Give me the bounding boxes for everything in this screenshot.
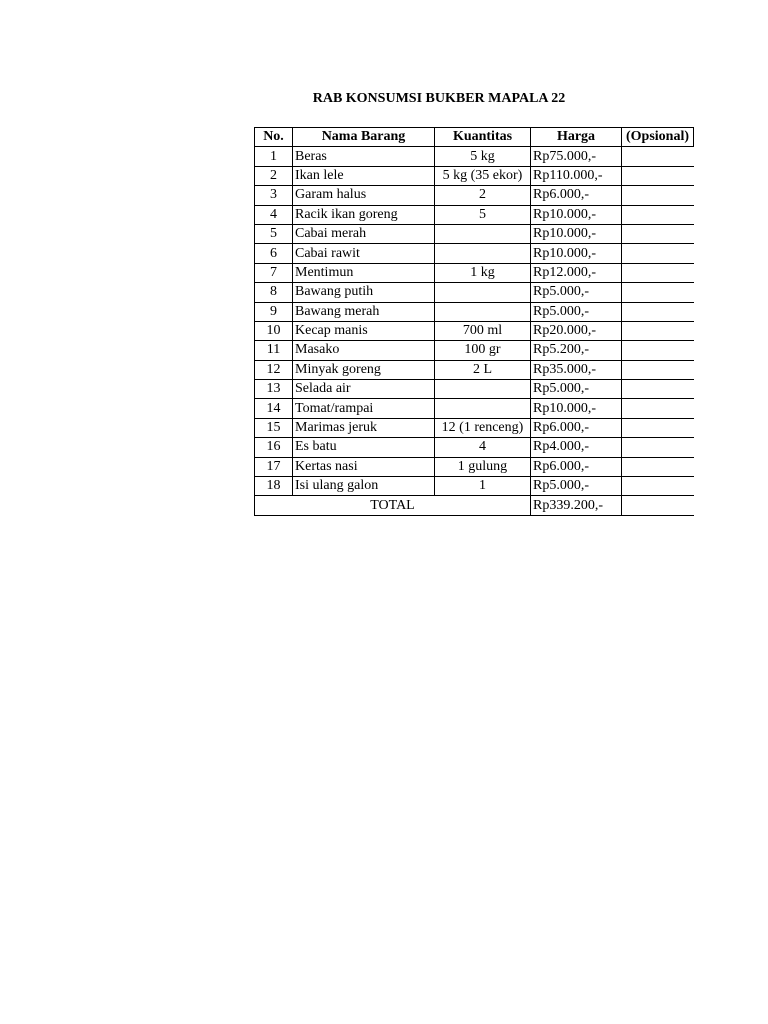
item-quantity: 4 <box>435 438 531 457</box>
item-optional <box>622 263 694 282</box>
table-row <box>255 302 694 321</box>
table-row <box>255 166 694 185</box>
row-number: 13 <box>255 380 293 399</box>
item-optional <box>622 360 694 379</box>
item-quantity: 2 L <box>435 360 531 379</box>
item-quantity: 5 kg <box>435 147 531 166</box>
item-optional <box>622 418 694 437</box>
item-optional <box>622 380 694 399</box>
row-number: 8 <box>255 283 293 302</box>
table-row <box>255 147 694 166</box>
item-optional <box>622 438 694 457</box>
item-quantity: 5 kg (35 ekor) <box>435 166 531 185</box>
table-row <box>255 457 694 476</box>
table-body <box>255 147 694 515</box>
item-price: Rp5.200,- <box>531 341 622 360</box>
item-price: Rp5.000,- <box>531 477 622 496</box>
row-number: 17 <box>255 457 293 476</box>
row-number: 12 <box>255 360 293 379</box>
item-optional <box>622 457 694 476</box>
item-price: Rp6.000,- <box>531 418 622 437</box>
item-name: Ikan lele <box>293 166 435 185</box>
total-row <box>255 496 694 515</box>
item-name: Cabai merah <box>293 224 435 243</box>
item-name: Garam halus <box>293 186 435 205</box>
row-number: 6 <box>255 244 293 263</box>
item-price: Rp110.000,- <box>531 166 622 185</box>
table-header-row <box>255 128 694 147</box>
total-value: Rp339.200,- <box>531 496 622 515</box>
table-row <box>255 321 694 340</box>
budget-table <box>254 127 694 516</box>
item-price: Rp10.000,- <box>531 205 622 224</box>
table-row <box>255 186 694 205</box>
document-title: RAB KONSUMSI BUKBER MAPALA 22 <box>312 91 566 106</box>
header-price: Harga <box>531 128 622 147</box>
header-quantity: Kuantitas <box>435 128 531 147</box>
table-row <box>255 224 694 243</box>
item-name: Tomat/rampai <box>293 399 435 418</box>
item-price: Rp5.000,- <box>531 283 622 302</box>
item-price: Rp12.000,- <box>531 263 622 282</box>
item-quantity: 5 <box>435 205 531 224</box>
item-optional <box>622 321 694 340</box>
row-number: 7 <box>255 263 293 282</box>
item-name: Kertas nasi <box>293 457 435 476</box>
table-row <box>255 205 694 224</box>
item-name: Isi ulang galon <box>293 477 435 496</box>
row-number: 3 <box>255 186 293 205</box>
item-optional <box>622 205 694 224</box>
item-name: Es batu <box>293 438 435 457</box>
item-price: Rp10.000,- <box>531 244 622 263</box>
item-quantity: 2 <box>435 186 531 205</box>
item-quantity <box>435 380 531 399</box>
table-row <box>255 244 694 263</box>
item-optional <box>622 244 694 263</box>
row-number: 5 <box>255 224 293 243</box>
row-number: 10 <box>255 321 293 340</box>
item-quantity: 12 (1 renceng) <box>435 418 531 437</box>
item-optional <box>622 186 694 205</box>
table-row <box>255 263 694 282</box>
item-optional <box>622 399 694 418</box>
item-name: Mentimun <box>293 263 435 282</box>
item-quantity: 100 gr <box>435 341 531 360</box>
row-number: 16 <box>255 438 293 457</box>
header-item-name: Nama Barang <box>293 128 435 147</box>
item-price: Rp10.000,- <box>531 399 622 418</box>
item-price: Rp5.000,- <box>531 380 622 399</box>
row-number: 11 <box>255 341 293 360</box>
item-name: Masako <box>293 341 435 360</box>
row-number: 15 <box>255 418 293 437</box>
total-label: TOTAL <box>255 496 531 515</box>
row-number: 9 <box>255 302 293 321</box>
item-optional <box>622 341 694 360</box>
table-row <box>255 477 694 496</box>
item-quantity <box>435 283 531 302</box>
item-quantity: 1 <box>435 477 531 496</box>
item-name: Cabai rawit <box>293 244 435 263</box>
row-number: 4 <box>255 205 293 224</box>
table-row <box>255 283 694 302</box>
header-no: No. <box>255 128 293 147</box>
item-price: Rp75.000,- <box>531 147 622 166</box>
item-quantity: 1 gulung <box>435 457 531 476</box>
item-optional <box>622 166 694 185</box>
item-name: Bawang putih <box>293 283 435 302</box>
table-row <box>255 399 694 418</box>
item-optional <box>622 477 694 496</box>
item-price: Rp4.000,- <box>531 438 622 457</box>
item-price: Rp6.000,- <box>531 457 622 476</box>
table-row <box>255 380 694 399</box>
total-optional <box>622 496 694 515</box>
item-optional <box>622 302 694 321</box>
item-name: Selada air <box>293 380 435 399</box>
item-price: Rp6.000,- <box>531 186 622 205</box>
item-price: Rp5.000,- <box>531 302 622 321</box>
row-number: 18 <box>255 477 293 496</box>
item-quantity: 700 ml <box>435 321 531 340</box>
item-name: Marimas jeruk <box>293 418 435 437</box>
item-name: Bawang merah <box>293 302 435 321</box>
row-number: 14 <box>255 399 293 418</box>
row-number: 2 <box>255 166 293 185</box>
row-number: 1 <box>255 147 293 166</box>
item-name: Racik ikan goreng <box>293 205 435 224</box>
item-quantity <box>435 399 531 418</box>
table-row <box>255 438 694 457</box>
item-optional <box>622 283 694 302</box>
item-optional <box>622 147 694 166</box>
item-quantity <box>435 224 531 243</box>
item-price: Rp35.000,- <box>531 360 622 379</box>
header-optional: (Opsional) <box>622 128 694 147</box>
table-row <box>255 418 694 437</box>
item-name: Beras <box>293 147 435 166</box>
item-price: Rp10.000,- <box>531 224 622 243</box>
table-row <box>255 341 694 360</box>
item-quantity <box>435 302 531 321</box>
item-optional <box>622 224 694 243</box>
item-name: Kecap manis <box>293 321 435 340</box>
item-quantity: 1 kg <box>435 263 531 282</box>
item-price: Rp20.000,- <box>531 321 622 340</box>
item-quantity <box>435 244 531 263</box>
table-row <box>255 360 694 379</box>
item-name: Minyak goreng <box>293 360 435 379</box>
